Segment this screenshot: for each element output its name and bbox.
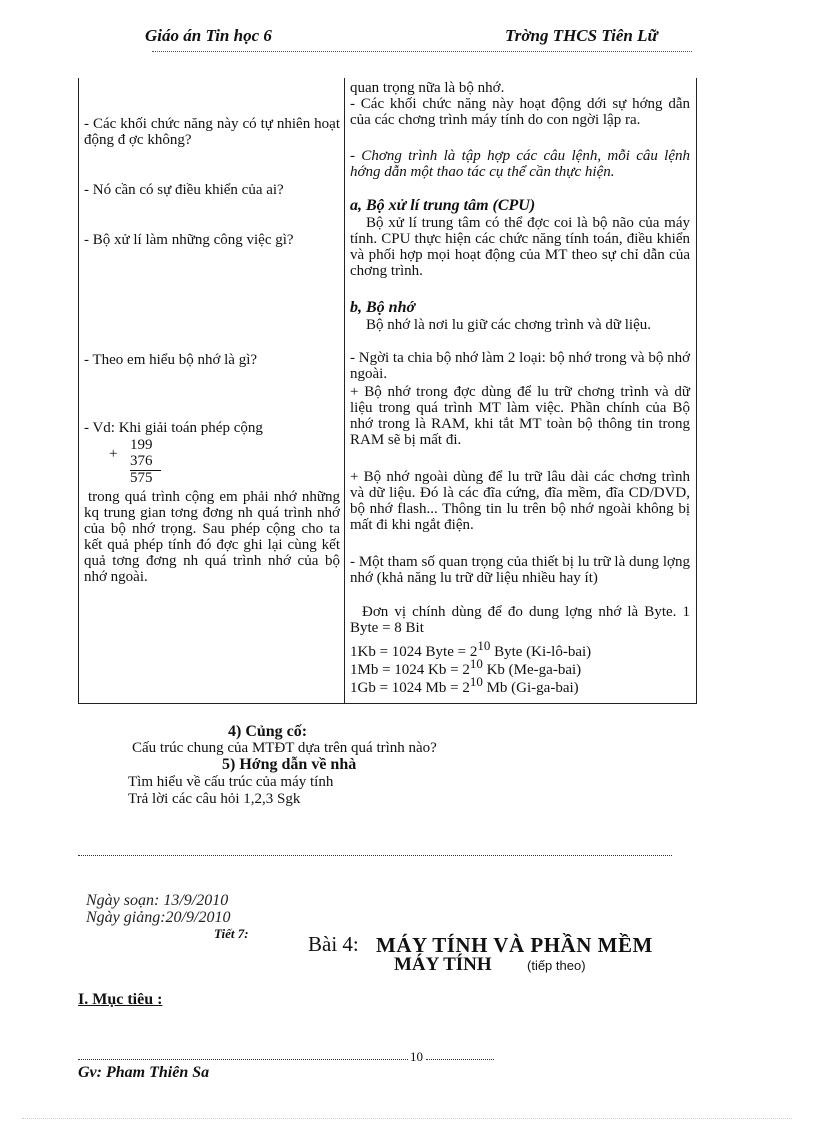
question-5: - Vd: Khi giải toán phép cộng [84, 420, 263, 436]
teacher-name: Gv: Pham Thiên Sa [78, 1064, 210, 1081]
date-prepared: Ngày soạn: 13/9/2010 [86, 892, 229, 909]
footer-divider-right [426, 1059, 494, 1060]
homework-heading: 5) Hớng dẫn về nhà [222, 756, 357, 773]
lesson-title-line-2: MÁY TÍNH [394, 954, 492, 975]
page-edge-line [22, 1118, 792, 1119]
memory-heading: b, Bộ nhớ [350, 299, 416, 316]
calc-operand-2: 376 [130, 453, 161, 471]
answer-program-definition: - Chơng trình là tập hợp các câu lệnh, mỗi câu lệnh hớng dẫn một thao tác cụ thể cần thực hiện. [350, 148, 690, 180]
memory-description: Bộ nhớ là nơi lu giữ các chơng trình và dữ liệu. [366, 317, 651, 333]
section-divider [78, 855, 672, 856]
calc-sum: 575 [130, 470, 153, 486]
kilobyte-conversion: 1Kb = 1024 Byte = $2^{10}$ Byte (Ki-lô-bai) [350, 638, 592, 660]
date-taught: Ngày giảng:20/9/2010 [86, 909, 231, 926]
header-divider [152, 51, 692, 52]
consolidation-question: Cấu trúc chung của MTĐT dựa trên quá trình nào? [132, 740, 437, 756]
page-number: 10 [410, 1049, 423, 1064]
homework-item-1: Tìm hiểu về cấu trúc của máy tính [128, 774, 334, 790]
gigabyte-conversion: 1Gb = 1024 $Mb = 2^{10}$ Mb (Gi-ga-bai) [350, 674, 579, 696]
lesson-continued: (tiếp theo) [527, 958, 586, 973]
period-label: Tiết 7: [214, 926, 249, 941]
homework-item-2: Trả lời các câu hỏi 1,2,3 Sgk [128, 791, 301, 807]
external-memory: + Bộ nhớ ngoài dùng để lu trữ lâu dài các chơng trình và dữ liệu. Đó là các đĩa cứng, đĩa mềm, đĩa CD/DVD, bộ nhớ flash... Thông tin lu trên bộ nhớ ngoài không bị mất đi khi ngắt điện. [350, 469, 690, 533]
storage-capacity: - Một tham số quan trọng của thiết bị lu trữ là dung lợng nhớ (khả năng lu trữ dữ liệu nhiều hay ít) [350, 554, 690, 586]
table-column-divider [344, 78, 345, 704]
memory-unit: Đơn vị chính dùng để đo dung lợng nhớ là Byte. 1 Byte = 8 Bit [350, 604, 690, 636]
lesson-number: Bài 4: [308, 932, 359, 956]
question-2: - Nó cần có sự điều khiển của ai? [84, 182, 284, 198]
memory-types: - Ngời ta chia bộ nhớ làm 2 loại: bộ nhớ trong và bộ nhớ ngoài. [350, 350, 691, 382]
question-4: - Theo em hiểu bộ nhớ là gì? [84, 352, 258, 368]
question-5-explanation: trong quá trình cộng em phải nhớ những kq trung gian tơng đơng nh quá trình nhớ của bộ nhớ trọng. Sau phép cộng cho ta kết quả phép tính đó đợc ghi lại cùng kết quả tơng đơng nh quá trình nhớ của bộ nhớ ngoài. [84, 489, 340, 585]
answer-line-1: quan trọng nữa là bộ nhớ. [350, 80, 505, 96]
calc-plus-sign: + [109, 446, 118, 462]
question-1: - Các khối chức năng này có tự nhiên hoạt động đ ợc không? [84, 116, 340, 148]
header-subject: Giáo án Tin học 6 [145, 26, 272, 45]
lesson-title-line-1: MÁY TÍNH VÀ PHẦN MỀM [376, 933, 653, 957]
megabyte-conversion: 1Mb = 1024 $Kb = 2^{10}$ Kb (Me-ga-bai) [350, 656, 582, 678]
answer-programs: - Các khối chức năng này hoạt động dới sự hớng dẫn của các chơng trình máy tính do con ngời lập ra. [350, 96, 690, 128]
cpu-heading: a, Bộ xử lí trung tâm (CPU) [350, 197, 536, 214]
header-school: Trờng THCS Tiên Lữ [505, 26, 658, 45]
footer-divider-left [78, 1059, 408, 1060]
calc-operand-1: 199 [130, 437, 153, 453]
internal-memory: + Bộ nhớ trong đợc dùng để lu trữ chơng trình và dữ liệu trong quá trình MT làm việc. Phần chính của Bộ nhớ trong là RAM, khi tắt MT toàn bộ thông tin trong RAM sẽ bị mất đi. [350, 384, 690, 448]
objective-heading: I. Mục tiêu : [78, 991, 163, 1008]
cpu-description: Bộ xử lí trung tâm có thể đợc coi là bộ não của máy tính. CPU thực hiện các chức năng tính toán, điều khiển và phối hợp mọi hoạt động của MT theo sự chỉ dẫn của chơng trình. [350, 215, 690, 279]
consolidation-heading: 4) Củng cố: [228, 723, 308, 740]
question-3: - Bộ xử lí làm những công việc gì? [84, 232, 294, 248]
